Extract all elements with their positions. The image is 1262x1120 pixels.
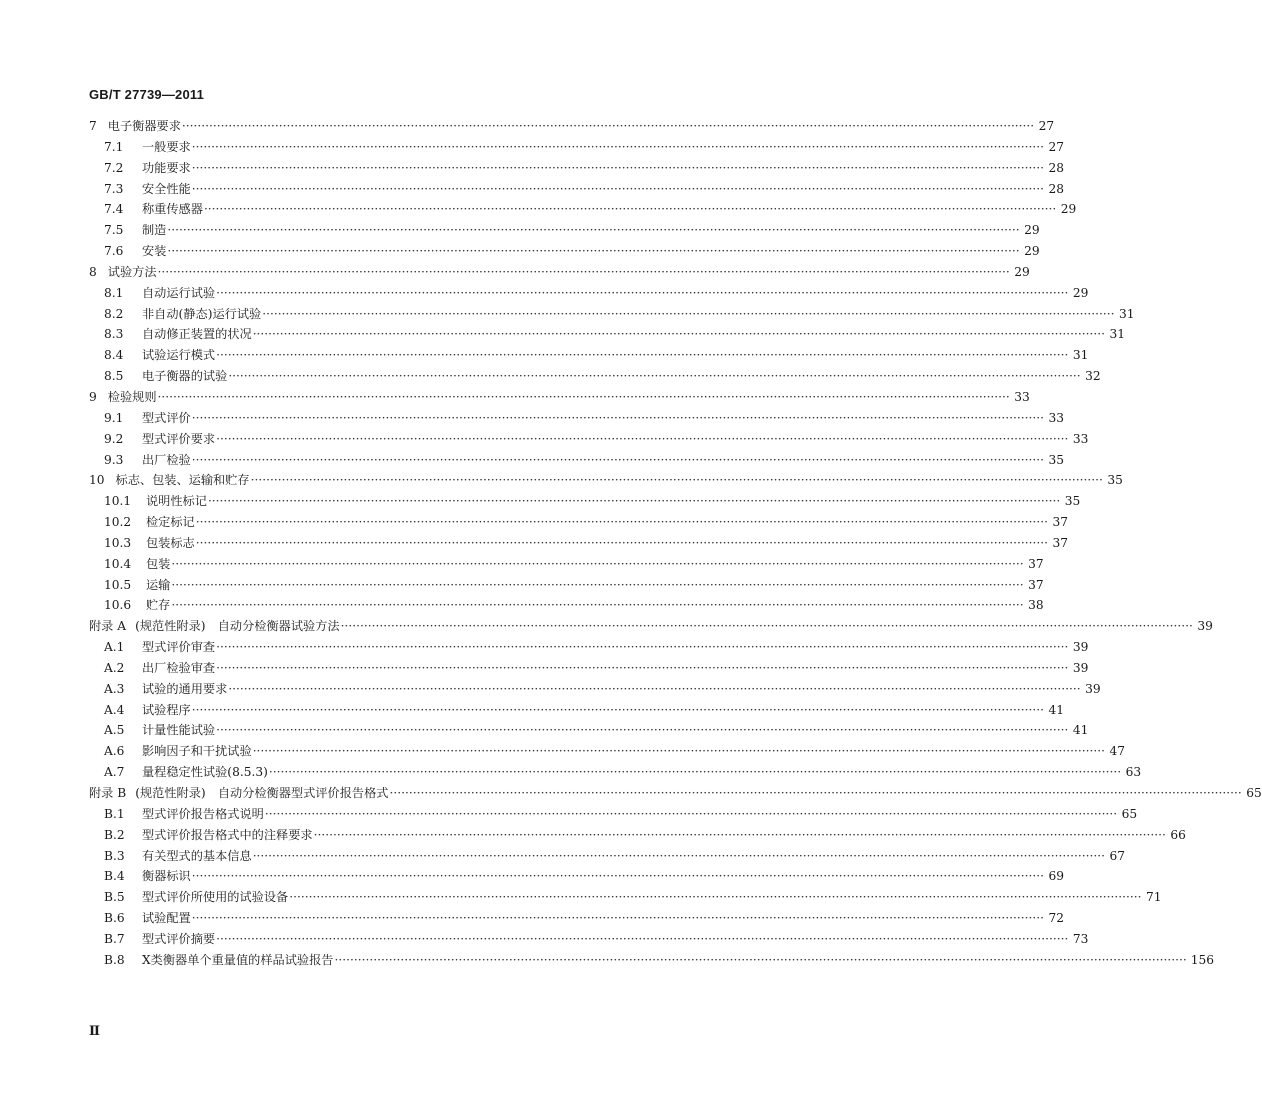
- toc-subentry[interactable]: [89, 804, 1138, 825]
- toc-entry-number: 附录 A: [89, 619, 127, 634]
- dot-leader: ····························································································································································································································: [268, 765, 1122, 780]
- toc-entry-page: 31: [1109, 327, 1125, 342]
- toc-entry-page: 69: [1048, 869, 1065, 884]
- toc-entry-page: 65: [1121, 806, 1138, 821]
- toc-entry[interactable]: [89, 387, 1030, 408]
- toc-entry-number: 7.4: [104, 202, 124, 217]
- toc-entry-title: 型式评价报告格式中的注释要求: [142, 827, 313, 842]
- dot-leader: ····························································································································································································································: [167, 244, 1020, 259]
- toc-entry-title: 电子衡器的试验: [142, 369, 228, 384]
- toc-subentry[interactable]: [89, 304, 1135, 325]
- toc-entry-page: 37: [1052, 515, 1069, 530]
- toc-entry-number: B.2: [104, 827, 125, 842]
- toc-entry-page: 35: [1107, 473, 1123, 488]
- toc-entry-title: 型式评价审查: [142, 640, 216, 655]
- toc-entry-page: 71: [1146, 890, 1162, 905]
- dot-leader: ····························································································································································································································: [264, 806, 1118, 821]
- toc-entry-number: 8: [89, 264, 97, 279]
- toc-entry-page: 28: [1048, 181, 1065, 196]
- toc-entry-title: 出厂检验: [142, 452, 191, 467]
- toc-entry-title: 贮存: [146, 598, 171, 613]
- toc-entry-page: 28: [1048, 160, 1065, 175]
- toc-entry-title: 一般要求: [142, 139, 191, 154]
- toc-entry-page: 66: [1170, 827, 1186, 842]
- toc-entry-number: 7.3: [104, 181, 124, 196]
- dot-leader: ····························································································································································································································: [289, 890, 1142, 905]
- toc-entry-page: 31: [1118, 306, 1135, 321]
- dot-leader: ····························································································································································································································: [207, 494, 1061, 509]
- toc-entry-number: 10.6: [104, 598, 132, 613]
- toc-entry-page: 33: [1048, 410, 1065, 425]
- toc-entry-title: 说明性标记: [146, 494, 207, 509]
- toc-entry-number: B.4: [104, 869, 125, 884]
- toc-entry-page: 37: [1028, 556, 1044, 571]
- toc-entry-title: 型式评价: [142, 410, 191, 425]
- toc-subentry[interactable]: [89, 491, 1081, 512]
- toc-subentry[interactable]: [89, 595, 1044, 616]
- toc-entry-number: B.1: [104, 806, 125, 821]
- toc-entry-title: 试验的通用要求: [142, 681, 228, 696]
- toc-subentry[interactable]: [89, 512, 1069, 533]
- toc-entry-title: 检定标记: [146, 515, 195, 530]
- toc-entry-title: 衡器标识: [142, 869, 191, 884]
- toc-subentry[interactable]: [89, 199, 1077, 220]
- toc-entry-page: 29: [1060, 202, 1077, 217]
- standard-number: GB/T 27739—2011: [89, 87, 205, 102]
- toc-entry-title: (规范性附录) 自动分检衡器型式评价报告格式: [135, 786, 389, 800]
- toc-entry-page: 73: [1072, 931, 1089, 946]
- toc-entry-title: 计量性能试验: [142, 723, 216, 738]
- toc-entry[interactable]: [89, 470, 1123, 491]
- dot-leader: ····························································································································································································································: [216, 931, 1069, 946]
- toc-subentry[interactable]: [89, 450, 1065, 471]
- toc-entry-page: 33: [1072, 431, 1089, 446]
- toc-entry-number: 10.5: [104, 577, 132, 592]
- toc-entry-number: 8.4: [104, 348, 124, 363]
- toc-entry-title: 试验运行模式: [142, 348, 216, 363]
- toc-entry-page: 29: [1024, 244, 1040, 259]
- toc-subentry[interactable]: [89, 137, 1065, 158]
- dot-leader: ····························································································································································································································: [340, 619, 1193, 634]
- toc-entry-title: 制造: [142, 223, 167, 238]
- toc-entry-title: 型式评价摘要: [142, 931, 216, 946]
- toc-subentry[interactable]: [89, 887, 1162, 908]
- toc-entry-number: 9.2: [104, 431, 124, 446]
- toc-entry-page: 29: [1014, 264, 1030, 279]
- toc-entry-title: 功能要求: [142, 160, 191, 175]
- toc-entry-number: A.1: [104, 640, 125, 655]
- toc-entry-page: 32: [1085, 369, 1101, 384]
- dot-leader: ····························································································································································································································: [334, 952, 1187, 967]
- table-of-contents: [89, 116, 1262, 971]
- dot-leader: ····························································································································································································································: [157, 264, 1010, 279]
- toc-entry-title: 试验程序: [142, 702, 191, 717]
- toc-entry-number: 7.2: [104, 160, 124, 175]
- toc-entry-number: 10.1: [104, 494, 132, 509]
- toc-entry-title: (规范性附录) 自动分检衡器试验方法: [135, 619, 340, 634]
- toc-entry-number: B.7: [104, 931, 125, 946]
- toc-entry-page: 35: [1064, 494, 1081, 509]
- toc-subentry[interactable]: [89, 366, 1101, 387]
- toc-entry-page: 39: [1072, 640, 1089, 655]
- dot-leader: ····························································································································································································································: [195, 535, 1049, 550]
- dot-leader: ····························································································································································································································: [252, 848, 1105, 863]
- toc-entry-number: 7.6: [104, 244, 124, 259]
- dot-leader: ····························································································································································································································: [203, 202, 1057, 217]
- toc-entry-page: 37: [1028, 577, 1044, 592]
- toc-entry-number: 8.1: [104, 285, 124, 300]
- toc-entry-page: 37: [1052, 535, 1069, 550]
- toc-subentry[interactable]: [89, 241, 1040, 262]
- toc-entry[interactable]: [89, 262, 1030, 283]
- dot-leader: ····························································································································································································································: [191, 181, 1045, 196]
- toc-entry-page: 41: [1072, 723, 1089, 738]
- toc-entry[interactable]: [89, 783, 1262, 804]
- toc-entry-title: 包装: [146, 556, 171, 571]
- toc-entry-title: 检验规则: [107, 389, 157, 404]
- toc-subentry[interactable]: [89, 575, 1044, 596]
- dot-leader: ····························································································································································································································: [195, 515, 1049, 530]
- toc-entry-number: A.2: [104, 660, 125, 675]
- dot-leader: ····························································································································································································································: [167, 223, 1020, 238]
- dot-leader: ····························································································································································································································: [191, 911, 1045, 926]
- dot-leader: ····························································································································································································································: [191, 702, 1045, 717]
- dot-leader: ····························································································································································································································: [181, 119, 1035, 133]
- toc-entry-title: 称重传感器: [142, 202, 203, 217]
- toc-subentry[interactable]: [89, 658, 1089, 679]
- toc-entry-page: 65: [1246, 786, 1262, 800]
- toc-entry[interactable]: [89, 116, 1055, 137]
- toc-subentry[interactable]: [89, 679, 1101, 700]
- dot-leader: ····························································································································································································································: [252, 744, 1105, 759]
- toc-subentry[interactable]: [89, 866, 1065, 887]
- dot-leader: ····························································································································································································································: [228, 681, 1081, 696]
- toc-entry-page: 67: [1109, 848, 1125, 863]
- toc-entry-number: 8.2: [104, 306, 124, 321]
- toc-subentry[interactable]: [89, 700, 1065, 721]
- dot-leader: ····························································································································································································································: [216, 723, 1069, 738]
- toc-entry-number: 7: [89, 119, 97, 133]
- toc-subentry[interactable]: [89, 950, 1215, 971]
- toc-entry-title: 出厂检验审查: [142, 660, 216, 675]
- toc-subentry[interactable]: [89, 429, 1089, 450]
- dot-leader: ····························································································································································································································: [191, 869, 1045, 884]
- dot-leader: ····························································································································································································································: [171, 577, 1024, 592]
- toc-entry-page: 35: [1048, 452, 1065, 467]
- toc-entry-page: 156: [1190, 952, 1215, 967]
- toc-entry-page: 39: [1197, 619, 1213, 634]
- toc-subentry[interactable]: [89, 179, 1065, 200]
- dot-leader: ····························································································································································································································: [252, 327, 1105, 342]
- toc-entry-number: 10.4: [104, 556, 132, 571]
- dot-leader: ····························································································································································································································: [171, 556, 1024, 571]
- dot-leader: ····························································································································································································································: [191, 410, 1045, 425]
- toc-subentry[interactable]: [89, 554, 1044, 575]
- toc-entry-page: 47: [1109, 744, 1125, 759]
- toc-entry-number: 9: [89, 389, 97, 404]
- toc-entry-page: 38: [1028, 598, 1044, 613]
- toc-entry-title: 有关型式的基本信息: [142, 848, 252, 863]
- toc-subentry[interactable]: [89, 637, 1089, 658]
- dot-leader: ····························································································································································································································: [216, 660, 1069, 675]
- dot-leader: ····························································································································································································································: [216, 285, 1069, 300]
- toc-entry-number: A.3: [104, 681, 125, 696]
- toc-entry-number: 7.1: [104, 139, 124, 154]
- toc-entry-number: B.3: [104, 848, 125, 863]
- toc-entry-number: A.7: [104, 765, 125, 780]
- toc-entry-number: 9.3: [104, 452, 124, 467]
- toc-entry-title: 电子衡器要求: [107, 119, 181, 133]
- toc-subentry[interactable]: [89, 283, 1089, 304]
- toc-entry-title: 自动修正装置的状况: [142, 327, 252, 342]
- toc-entry-title: 量程稳定性试验(8.5.3): [142, 765, 268, 780]
- toc-entry-number: B.8: [104, 952, 125, 967]
- toc-subentry[interactable]: [89, 324, 1125, 345]
- toc-entry-number: 8.5: [104, 369, 124, 384]
- toc-entry-number: 9.1: [104, 410, 124, 425]
- toc-entry[interactable]: [89, 616, 1213, 637]
- toc-entry-number: A.6: [104, 744, 125, 759]
- toc-entry-title: 安装: [142, 244, 167, 259]
- toc-subentry[interactable]: [89, 533, 1069, 554]
- toc-entry-page: 31: [1072, 348, 1089, 363]
- dot-leader: ····························································································································································································································: [262, 306, 1115, 321]
- toc-entry-title: 型式评价所使用的试验设备: [142, 890, 289, 905]
- toc-subentry[interactable]: [89, 762, 1142, 783]
- toc-entry-page: 39: [1085, 681, 1101, 696]
- dot-leader: ····························································································································································································································: [216, 431, 1069, 446]
- toc-entry-page: 41: [1048, 702, 1065, 717]
- toc-entry-number: 8.3: [104, 327, 124, 342]
- toc-entry-page: 27: [1048, 139, 1065, 154]
- toc-entry-title: 型式评价报告格式说明: [142, 806, 264, 821]
- toc-entry-title: 非自动(静态)运行试验: [142, 306, 262, 321]
- toc-entry-title: 自动运行试验: [142, 285, 216, 300]
- toc-entry-title: 型式评价要求: [142, 431, 216, 446]
- toc-entry-number: A.5: [104, 723, 125, 738]
- toc-entry-title: 影响因子和干扰试验: [142, 744, 252, 759]
- toc-subentry[interactable]: [89, 825, 1186, 846]
- toc-entry-title: 试验方法: [107, 264, 157, 279]
- toc-entry-number: 10: [89, 473, 105, 488]
- dot-leader: ····························································································································································································································: [191, 452, 1045, 467]
- dot-leader: ····························································································································································································································: [216, 348, 1069, 363]
- toc-entry-page: 27: [1038, 119, 1055, 133]
- toc-entry-number: 10.2: [104, 515, 132, 530]
- toc-entry-number: A.4: [104, 702, 125, 717]
- dot-leader: ····························································································································································································································: [171, 598, 1024, 613]
- dot-leader: ····························································································································································································································: [191, 160, 1045, 175]
- dot-leader: ····························································································································································································································: [191, 139, 1045, 154]
- toc-entry-number: B.6: [104, 911, 125, 926]
- dot-leader: ····························································································································································································································: [157, 389, 1010, 404]
- toc-entry-title: 包装标志: [146, 535, 195, 550]
- toc-entry-title: 试验配置: [142, 911, 191, 926]
- dot-leader: ····························································································································································································································: [250, 473, 1103, 488]
- toc-entry-page: 29: [1072, 285, 1089, 300]
- toc-subentry[interactable]: [89, 929, 1089, 950]
- toc-entry-number: B.5: [104, 890, 125, 905]
- toc-subentry[interactable]: [89, 720, 1089, 741]
- toc-entry-page: 72: [1048, 911, 1065, 926]
- dot-leader: ····························································································································································································································: [216, 640, 1069, 655]
- toc-entry-number: 附录 B: [89, 786, 127, 800]
- toc-entry-number: 10.3: [104, 535, 132, 550]
- page-number: Ⅱ: [89, 1024, 100, 1039]
- toc-entry-number: 7.5: [104, 223, 124, 238]
- dot-leader: ····························································································································································································································: [389, 786, 1242, 800]
- toc-entry-page: 63: [1125, 765, 1142, 780]
- dot-leader: ····························································································································································································································: [228, 369, 1081, 384]
- toc-entry-page: 29: [1024, 223, 1040, 238]
- toc-subentry[interactable]: [89, 345, 1089, 366]
- toc-subentry[interactable]: [89, 846, 1125, 867]
- toc-subentry[interactable]: [89, 408, 1065, 429]
- toc-entry-page: 33: [1014, 389, 1030, 404]
- toc-entry-title: X类衡器单个重量值的样品试验报告: [142, 952, 334, 967]
- toc-entry-page: 39: [1072, 660, 1089, 675]
- toc-entry-title: 标志、包装、运输和贮存: [115, 473, 250, 488]
- toc-entry-title: 运输: [146, 577, 171, 592]
- dot-leader: ····························································································································································································································: [313, 827, 1166, 842]
- toc-subentry[interactable]: [89, 908, 1065, 929]
- toc-entry-title: 安全性能: [142, 181, 191, 196]
- toc-subentry[interactable]: [89, 158, 1065, 179]
- toc-subentry[interactable]: [89, 220, 1040, 241]
- toc-subentry[interactable]: [89, 741, 1125, 762]
